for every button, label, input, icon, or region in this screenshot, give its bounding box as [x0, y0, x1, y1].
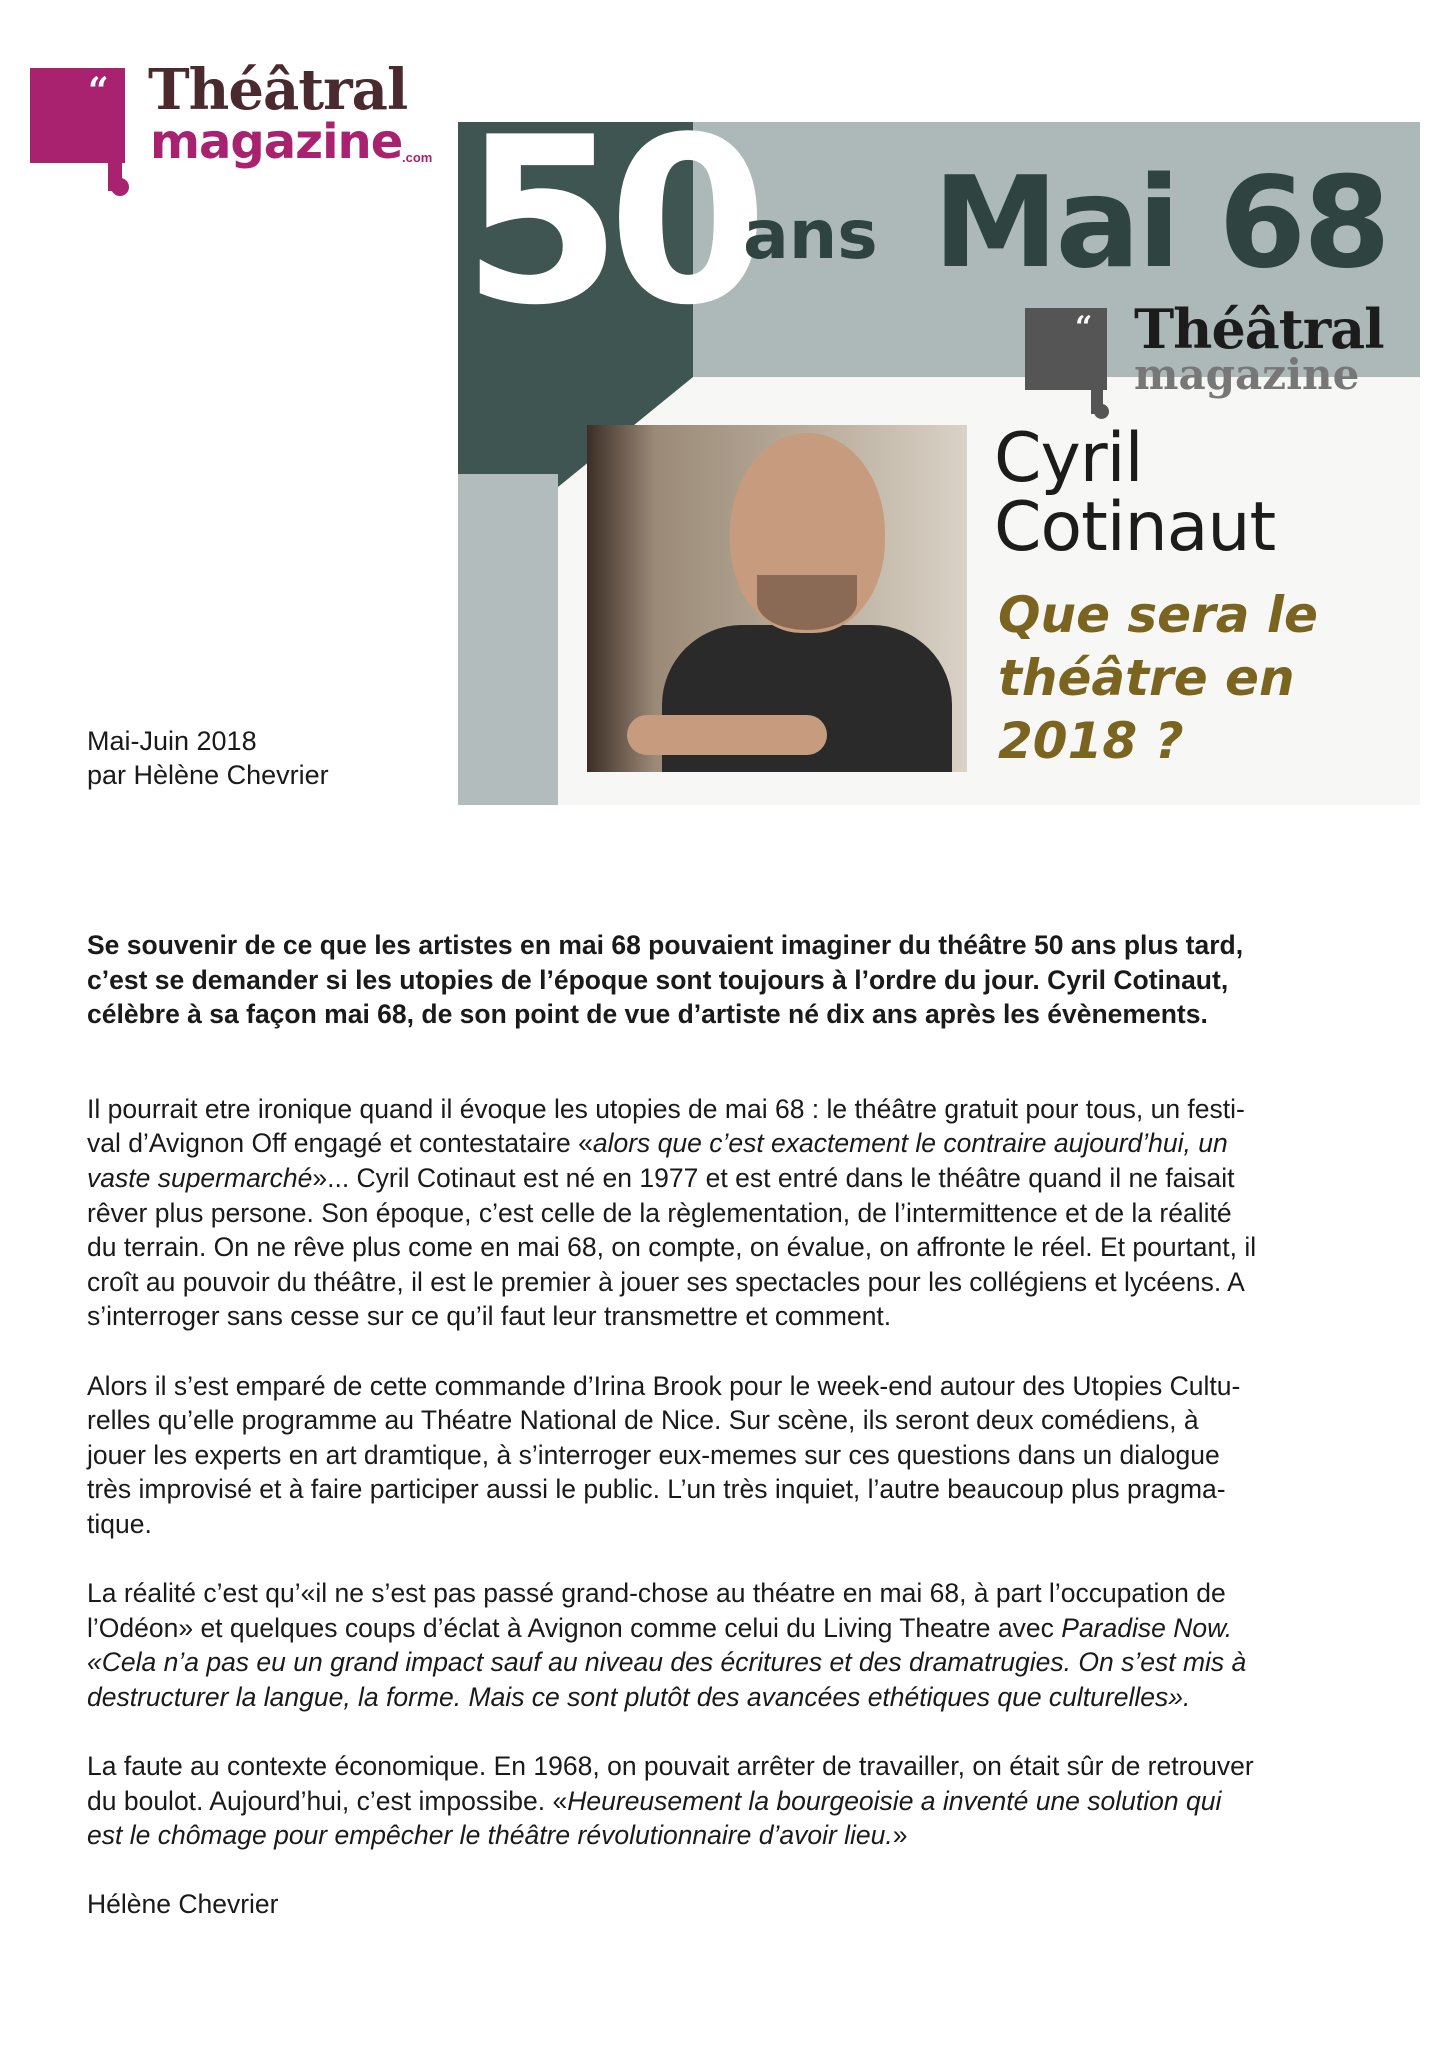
cover-headline-ans: ans — [743, 196, 878, 275]
article-meta — [87, 724, 329, 792]
cover-speech-bubble-icon — [1025, 308, 1107, 390]
text-line: Il pourrait etre ironique quand il évoque les utopies de mai 68 : le théâtre gratuit pour tous, un festi- — [87, 1093, 1245, 1124]
logo-word-theatral: Théâtral — [148, 57, 408, 123]
quote-text: est le chômage pour empêcher le théâtre révolutionnaire d’avoir lieu. — [87, 1820, 893, 1851]
issue-date: Mai-Juin 2018 — [87, 726, 257, 756]
title-text: Paradise Now. — [1061, 1612, 1233, 1643]
text-line: jouer les experts en art dramtique, à s’interroger eux-memes sur ces questions dans un dialogue — [87, 1439, 1220, 1470]
text-line: du boulot. Aujourd’hui, c’est impossibe. « — [87, 1785, 568, 1816]
lead-line: Se souvenir de ce que les artistes en mai 68 pouvaient imaginer du théâtre 50 ans plus tard, — [87, 930, 1244, 960]
text-line: relles qu’elle programme au Théatre National de Nice. Sur scène, ils seront deux comédiens, à — [87, 1405, 1199, 1436]
quote-text: Heureusement la bourgeoisie a inventé une solution qui — [567, 1785, 1222, 1816]
cover-question-line: théâtre en — [998, 649, 1295, 707]
cover-question — [998, 584, 1398, 773]
logo-word-magazine: magazine — [150, 114, 403, 170]
portrait-photo — [587, 425, 967, 772]
text-line: Alors il s’est emparé de cette commande d’Irina Brook pour le week-end autour des Utopies Cultu- — [87, 1370, 1241, 1401]
text-line: tique. — [87, 1508, 152, 1539]
text-line: croît au pouvoir du théâtre, il est le premier à jouer ses spectacles pour les collégiens et lycéens. A — [87, 1266, 1245, 1297]
text-line: val d’Avignon Off engagé et contestataire « — [87, 1128, 593, 1159]
text-line: » — [892, 1820, 908, 1851]
signature: Hélène Chevrier — [87, 1889, 279, 1920]
cover-headline-mai68: Mai 68 — [933, 149, 1388, 296]
quote-text: destructurer la langue, la forme. Mais ce sont plutôt des avancées ethétiques que culturelles». — [87, 1681, 1191, 1712]
cover-logo-quote-glyph: “ — [1075, 310, 1093, 345]
paragraph-1 — [87, 1092, 1387, 1334]
text-line: du terrain. On ne rêve plus come en mai 68, on compte, on évalue, on affronte le réel. Et pourtant, il — [87, 1232, 1257, 1263]
speech-bubble-logo-icon — [30, 68, 125, 163]
theatral-magazine-logo — [30, 57, 450, 192]
logo-domain-suffix: .com — [402, 150, 433, 165]
cover-name-last: Cotinaut — [994, 488, 1276, 567]
cover-logo-magazine: magazine — [1134, 350, 1360, 399]
text-line: s’interroger sans cesse sur ce qu’il faut leur transmettre et comment. — [87, 1301, 892, 1332]
lead-line: célèbre à sa façon mai 68, de son point de vue d’artiste né dix ans après les évènements. — [87, 999, 1208, 1030]
byline: par Hèlène Chevrier — [87, 760, 329, 790]
paragraph-4 — [87, 1749, 1387, 1853]
paragraph-2 — [87, 1369, 1387, 1542]
cover-headline-number: 50 — [462, 122, 755, 356]
quote-text: vaste supermarché — [87, 1162, 313, 1193]
magazine-cover-clipping — [458, 122, 1420, 805]
cover-name-first: Cyril — [994, 419, 1143, 498]
quote-text: «Cela n’a pas eu un grand impact sauf au niveau des écritures et des dramatrugies. On s’est mis à — [87, 1647, 1247, 1678]
logo-quote-glyph: “ — [88, 70, 109, 112]
paragraph-3 — [87, 1576, 1387, 1714]
cover-question-line: Que sera le — [998, 586, 1318, 644]
text-line: très improvisé et à faire participer aussi le public. L’un très inquiet, l’autre beaucoup plus pragma- — [87, 1474, 1226, 1505]
text-line: La réalité c’est qu’«il ne s’est pas passé grand-chose au théatre en mai 68, à part l’occupation de — [87, 1578, 1226, 1609]
quote-text: alors que c’est exactement le contraire aujourd’hui, un — [592, 1128, 1228, 1159]
lead-line: c’est se demander si les utopies de l’époque sont toujours à l’ordre du jour. Cyril Cotinaut, — [87, 964, 1229, 995]
text-line: »... Cyril Cotinaut est né en 1977 et est entré dans le théâtre quand il ne faisait — [312, 1162, 1235, 1193]
text-line: rêver plus persone. Son époque, c’est celle de la règlementation, de l’intermittence et de la réalité — [87, 1197, 1232, 1228]
cover-question-line: 2018 ? — [998, 712, 1184, 770]
text-line: La faute au contexte économique. En 1968, on pouvait arrêter de travailler, on était sûr de retrouver — [87, 1751, 1254, 1782]
article-body — [87, 928, 1387, 1957]
text-line: l’Odéon» et quelques coups d’éclat à Avignon comme celui du Living Theatre avec — [87, 1612, 1062, 1643]
cover-logo-theatral: Théâtral — [1134, 297, 1384, 361]
article-lead — [87, 928, 1387, 1032]
